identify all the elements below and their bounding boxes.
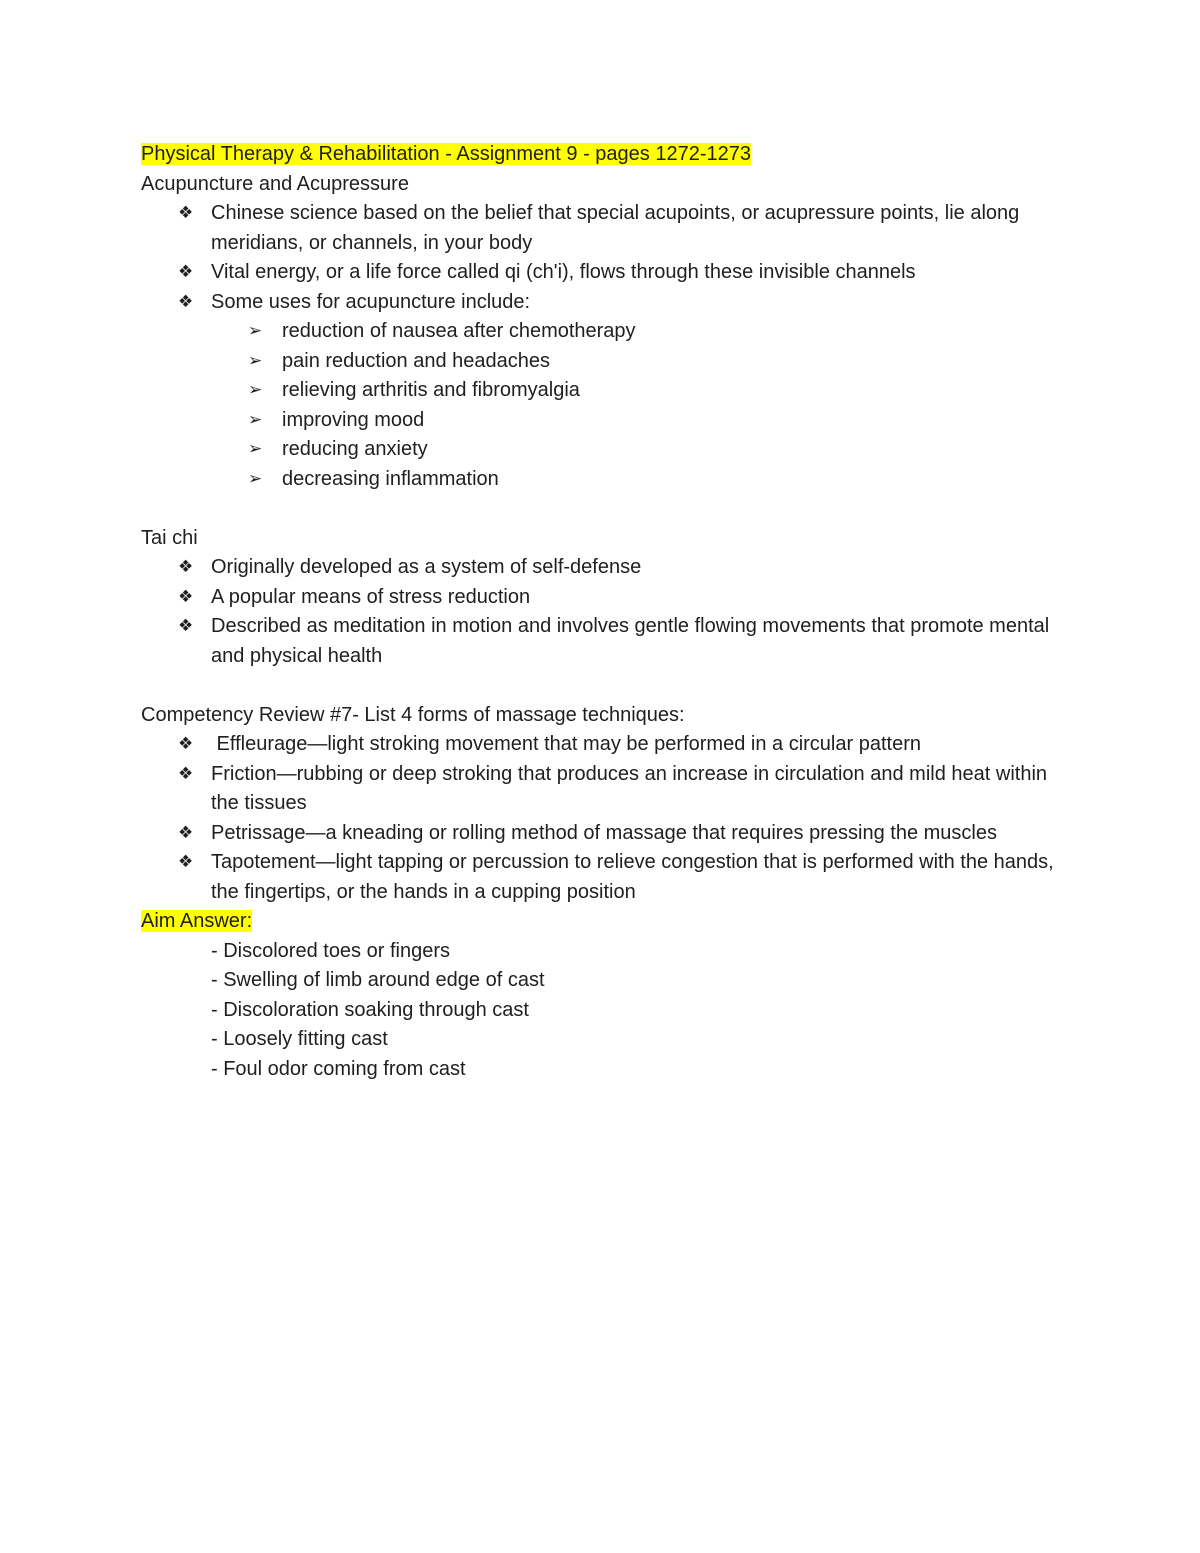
- sub-list-item: [141, 376, 1071, 406]
- list-item: [141, 819, 1071, 849]
- list-item-text: Chinese science based on the belief that special acupoints, or acupressure points, lie along meridians, or channels, in your body: [211, 202, 1020, 254]
- spacer: [141, 494, 1071, 524]
- sub-list-item-text: pain reduction and headaches: [282, 349, 550, 372]
- diamond-bullet-icon: ❖: [178, 734, 194, 754]
- list-item: [141, 612, 1071, 671]
- sub-list-item: [141, 317, 1071, 347]
- diamond-bullet-icon: ❖: [178, 852, 194, 872]
- arrow-bullet-icon: ➢: [248, 321, 263, 341]
- diamond-bullet-icon: ❖: [178, 822, 194, 843]
- list-item: - Foul odor coming from cast: [211, 1057, 466, 1080]
- diamond-bullet-icon: ❖: [178, 203, 194, 223]
- list-item-text: Some uses for acupuncture include:: [211, 290, 531, 313]
- section-heading-aim-answer: [141, 907, 1071, 937]
- document-title: [141, 140, 1071, 170]
- list-item: [141, 760, 1071, 819]
- arrow-bullet-icon: ➢: [248, 468, 263, 489]
- sub-list-item: [141, 465, 1071, 495]
- list-item: [141, 583, 1071, 613]
- highlighted-heading: Aim Answer:: [141, 910, 253, 932]
- diamond-bullet-icon: ❖: [178, 616, 194, 636]
- section-heading-competency-review: Competency Review #7- List 4 forms of massage techniques:: [141, 703, 685, 726]
- sub-list-item-text: relieving arthritis and fibromyalgia: [282, 379, 580, 401]
- list-item-text: Vital energy, or a life force called qi (ch'i), flows through these invisible channels: [211, 261, 916, 283]
- list-item: [141, 553, 1071, 583]
- diamond-bullet-icon: ❖: [178, 763, 194, 784]
- list-item-text: Petrissage—a kneading or rolling method of massage that requires pressing the muscles: [211, 821, 997, 844]
- list-item: [141, 848, 1071, 907]
- list-item: - Discolored toes or fingers: [211, 939, 450, 962]
- diamond-bullet-icon: ❖: [178, 586, 194, 607]
- sub-list-item-text: reducing anxiety: [282, 438, 428, 460]
- list-item-text: Tapotement—light tapping or percussion to relieve congestion that is performed with the hands, the fingertips, or the hands in a cupping position: [211, 851, 1054, 903]
- sub-list-item-text: improving mood: [282, 408, 425, 431]
- sub-list-item-text: reduction of nausea after chemotherapy: [282, 320, 636, 342]
- arrow-bullet-icon: ➢: [248, 409, 263, 430]
- document-page: [141, 140, 1071, 1084]
- section-heading-tai-chi: Tai chi: [141, 526, 198, 549]
- list-item-text: Friction—rubbing or deep stroking that produces an increase in circulation and mild heat within the tissues: [211, 762, 1048, 814]
- section-heading-acupuncture: Acupuncture and Acupressure: [141, 172, 409, 195]
- sub-list-item: [141, 406, 1071, 436]
- list-item: - Loosely fitting cast: [211, 1028, 388, 1050]
- diamond-bullet-icon: ❖: [178, 557, 194, 577]
- list-item: [141, 288, 1071, 318]
- list-item: [141, 199, 1071, 258]
- list-item-text: Described as meditation in motion and involves gentle flowing movements that promote mental and physical health: [211, 615, 1050, 667]
- arrow-bullet-icon: ➢: [248, 380, 263, 400]
- spacer: [141, 671, 1071, 701]
- sub-list-item: [141, 435, 1071, 465]
- arrow-bullet-icon: ➢: [248, 439, 263, 459]
- list-item-text: Effleurage—light stroking movement that may be performed in a circular pattern: [211, 733, 921, 755]
- sub-list-item: [141, 347, 1071, 377]
- list-item: [141, 258, 1071, 288]
- list-item: [141, 730, 1071, 760]
- sub-list-item-text: decreasing inflammation: [282, 467, 499, 490]
- list-item: - Discoloration soaking through cast: [211, 998, 529, 1021]
- list-item-text: Originally developed as a system of self-defense: [211, 556, 642, 578]
- diamond-bullet-icon: ❖: [178, 262, 194, 282]
- highlighted-title: Physical Therapy & Rehabilitation - Assignment 9 - pages 1272-1273: [141, 143, 751, 165]
- arrow-bullet-icon: ➢: [248, 350, 263, 371]
- diamond-bullet-icon: ❖: [178, 291, 194, 312]
- list-item: - Swelling of limb around edge of cast: [211, 969, 545, 991]
- list-item-text: A popular means of stress reduction: [211, 585, 531, 608]
